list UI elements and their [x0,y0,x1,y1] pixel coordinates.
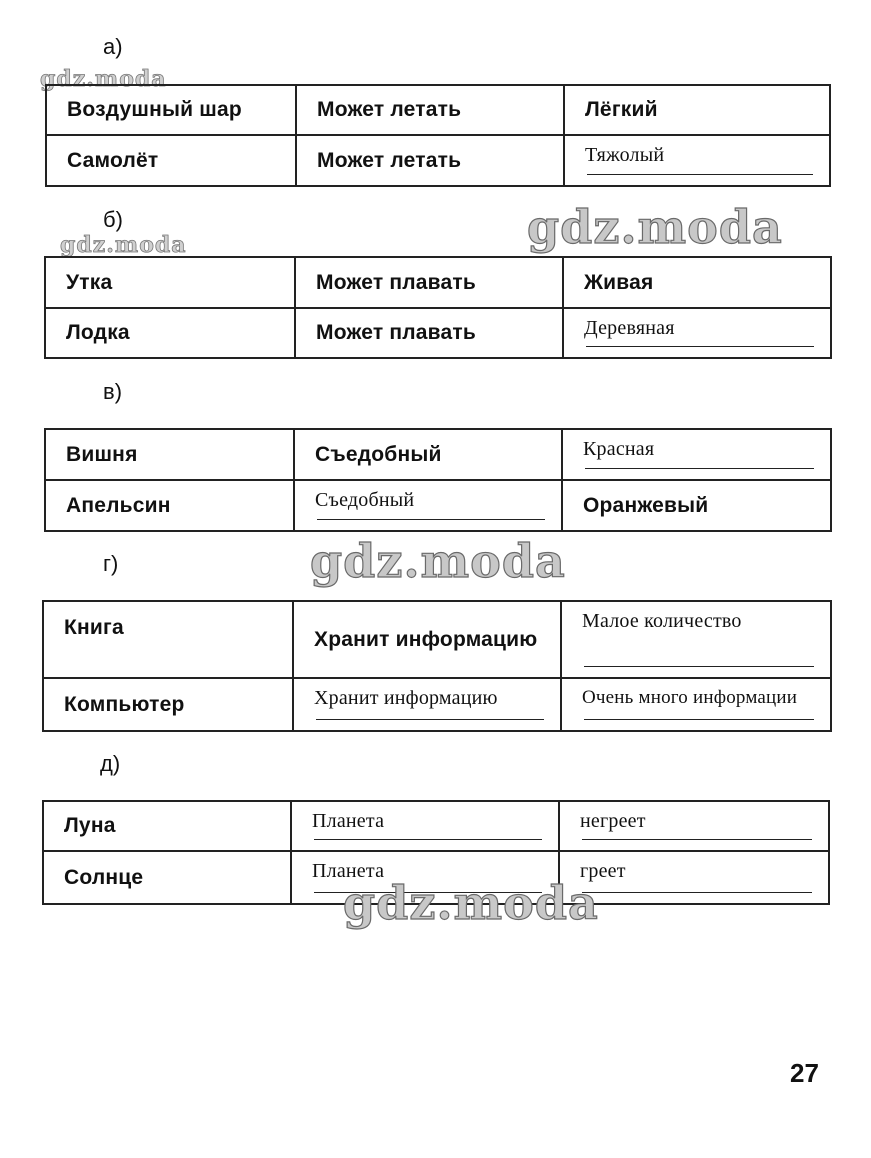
watermark: gdz.moda [527,200,783,254]
watermark: gdz.moda [40,66,167,92]
section-label-g: г) [103,551,119,576]
handwritten-answer: Очень много информации [561,678,831,731]
table-row [46,85,830,135]
table-cell: Апельсин [45,480,294,531]
table-cell: Хранит информацию [293,601,561,678]
table-b [44,256,832,359]
handwritten-answer: греет [559,851,829,904]
table-cell: Живая [563,257,831,308]
table-cell: Оранжевый [562,480,831,531]
watermark: gdz.moda [310,534,566,588]
section-label-b: б) [103,207,123,232]
table-cell: Луна [43,801,291,851]
table-cell: Книга [43,601,293,678]
handwritten-answer: Съедобный [294,480,562,531]
handwritten-answer: Планета [291,801,559,851]
watermark: gdz.moda [343,876,599,930]
table-row [45,429,831,480]
handwritten-answer: Деревяная [563,308,831,358]
table-cell: Может плавать [295,308,563,358]
table-cell: Лёгкий [564,85,830,135]
handwritten-answer: негреет [559,801,829,851]
section-label-a: а) [103,34,123,59]
table-cell: Может летать [296,135,564,186]
table-row [46,135,830,186]
table-cell: Лодка [45,308,295,358]
table-g [42,600,832,732]
table-cell: Воздушный шар [46,85,296,135]
page-number: 27 [790,1058,819,1088]
table-cell: Вишня [45,429,294,480]
watermark: gdz.moda [60,232,187,258]
table-a [45,84,831,187]
table-cell: Утка [45,257,295,308]
table-cell: Самолёт [46,135,296,186]
table-row [45,480,831,531]
table-row [43,801,829,851]
table-cell: Солнце [43,851,291,904]
handwritten-answer: Хранит информацию [293,678,561,731]
table-row [43,601,831,678]
section-label-v: в) [103,379,123,404]
table-cell: Может плавать [295,257,563,308]
handwritten-answer: Красная [562,429,831,480]
section-label-d: д) [100,751,121,776]
table-row [45,257,831,308]
table-cell: Может летать [296,85,564,135]
handwritten-answer: Планета [291,851,559,904]
handwritten-answer: Малое количество [561,601,831,678]
handwritten-answer: Тяжолый [564,135,830,186]
table-cell: Компьютер [43,678,293,731]
table-row [43,678,831,731]
table-cell: Съедобный [294,429,562,480]
table-row [45,308,831,358]
table-v [44,428,832,532]
